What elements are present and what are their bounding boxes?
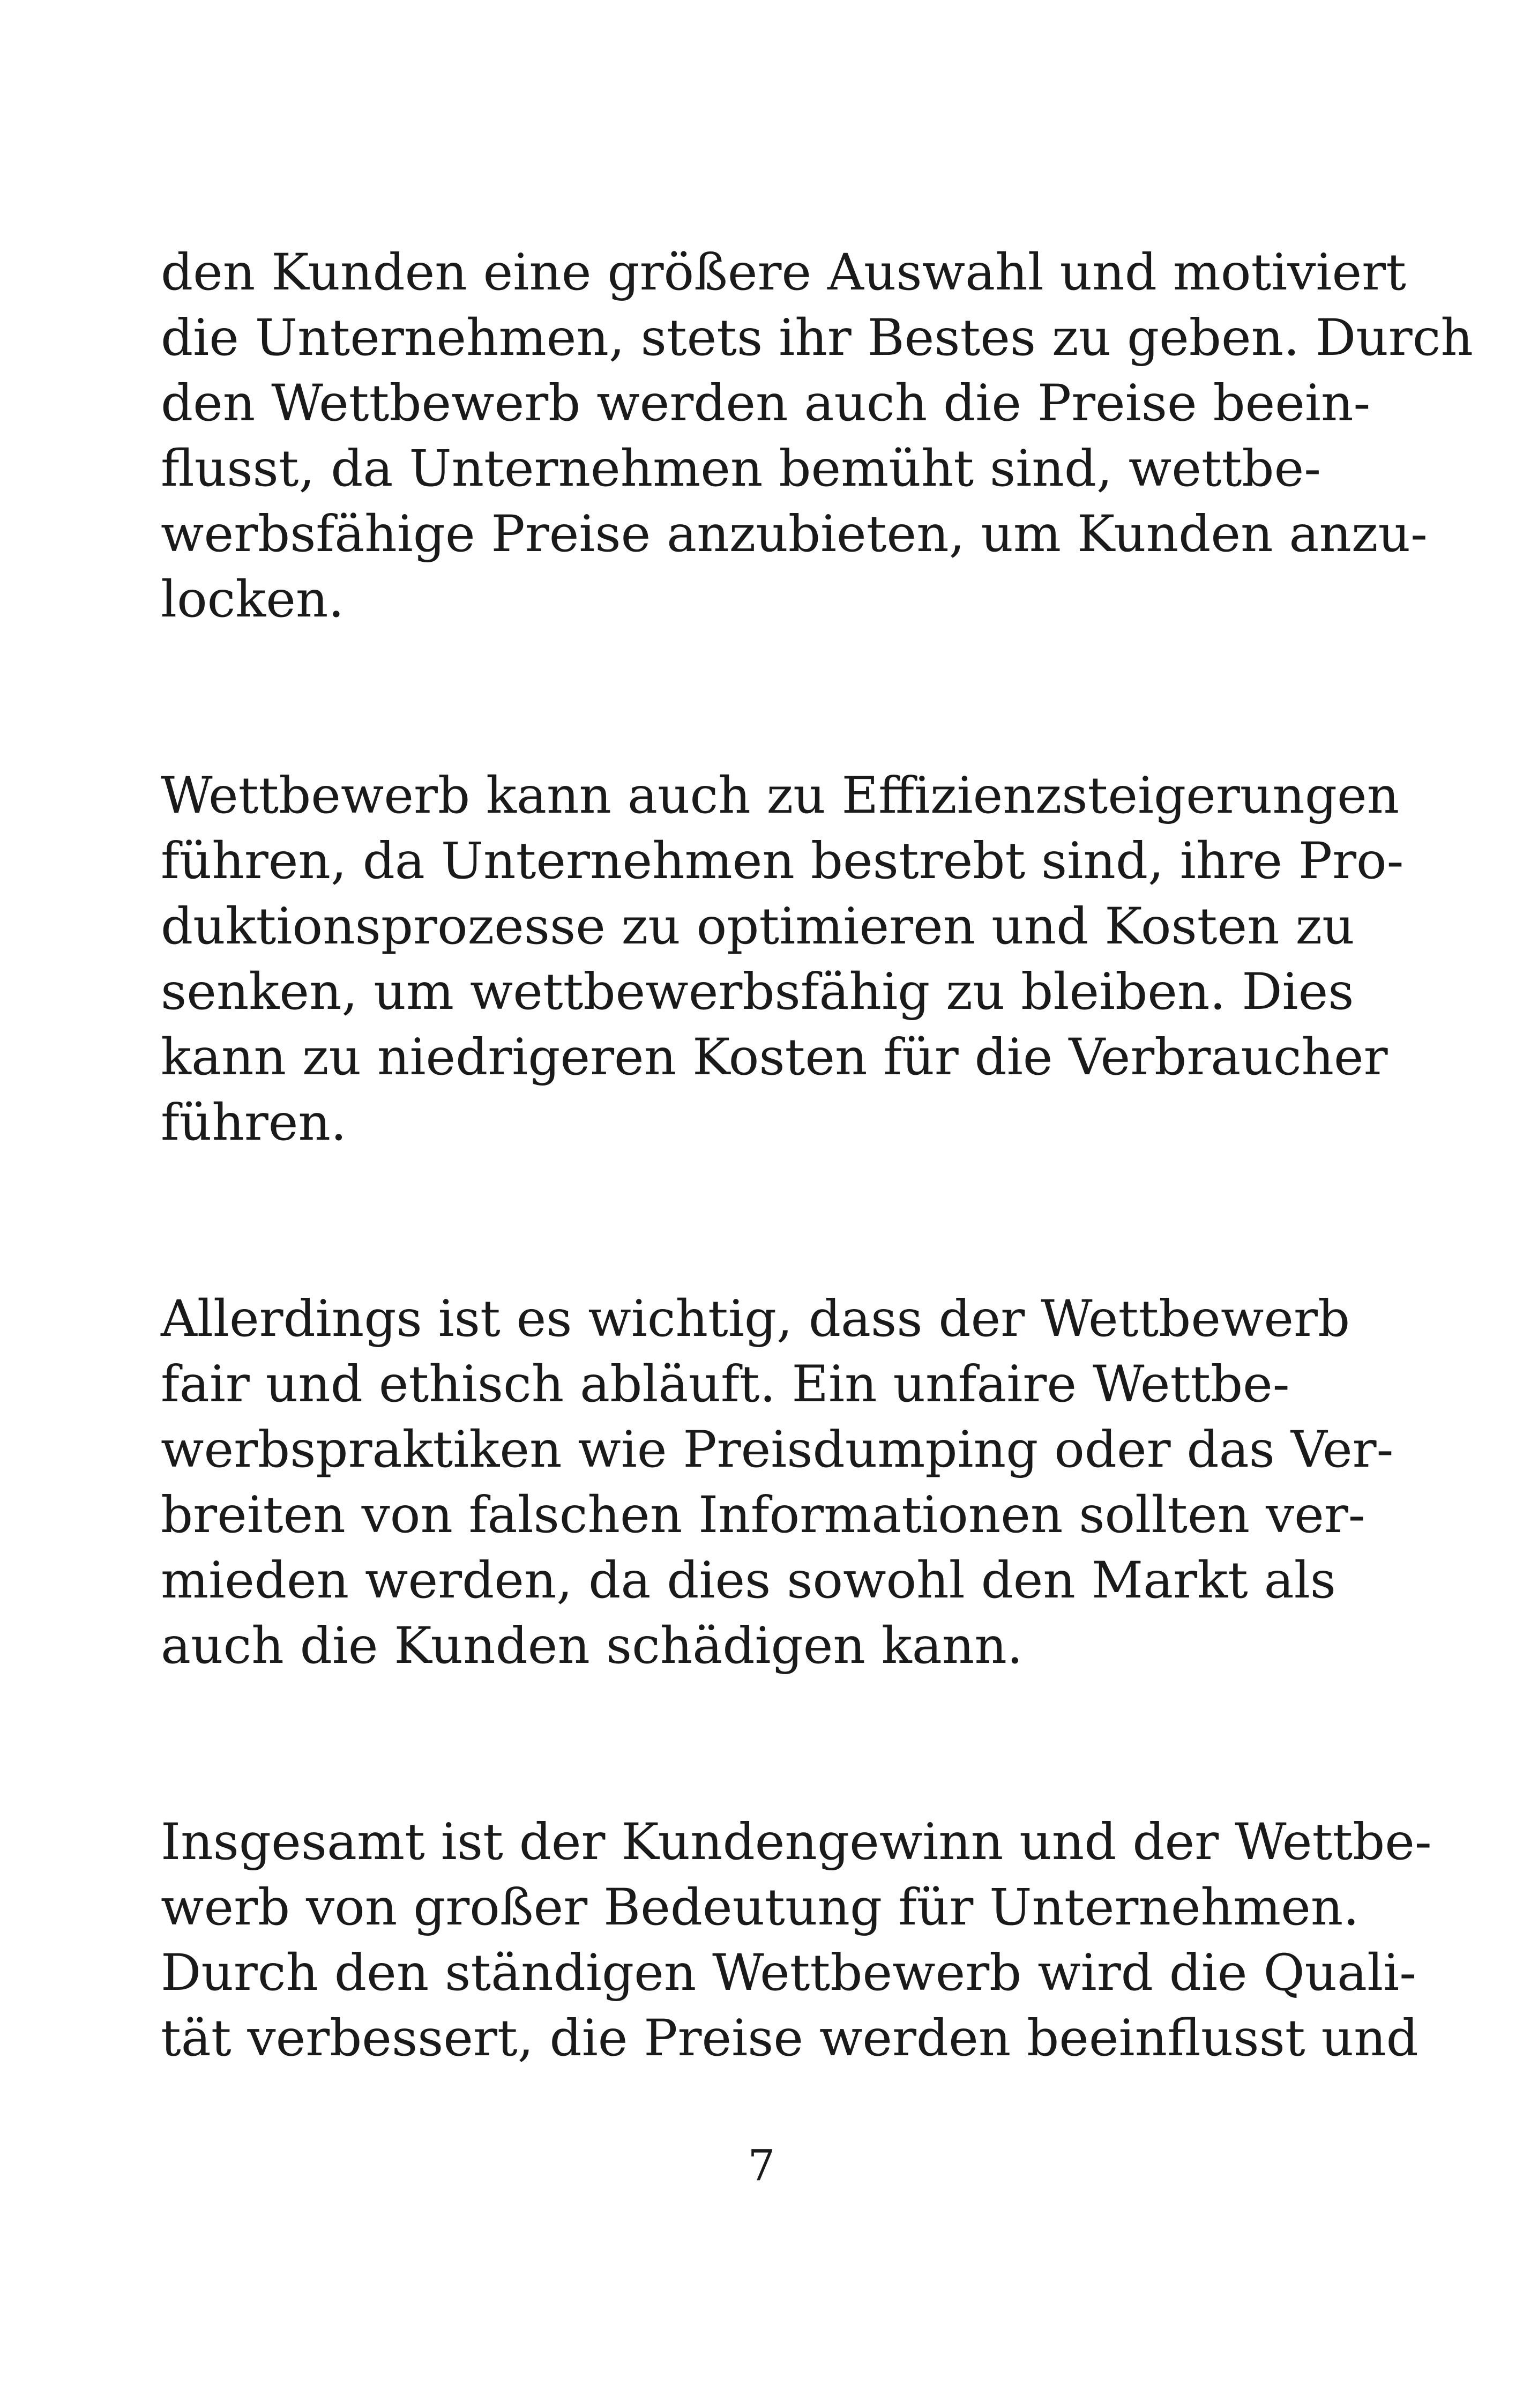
- text-line: mieden werden, da dies sowohl den Markt als: [161, 1551, 1337, 1610]
- paragraph-2: [161, 763, 1404, 1156]
- text-line: tät verbessert, die Preise werden beeinflusst und: [161, 2009, 1419, 2068]
- text-line: fair und ethisch abläuft. Ein unfaire Wettbe-: [161, 1355, 1290, 1414]
- text-line: Durch den ständigen Wettbewerb wird die Quali-: [161, 1944, 1416, 2002]
- page-number: 7: [748, 2141, 775, 2190]
- text-line: Insgesamt ist der Kundengewinn und der Wettbe-: [161, 1813, 1432, 1871]
- paragraph-3: [161, 1287, 1394, 1679]
- text-line: werbspraktiken wie Preisdumping oder das Ver-: [161, 1421, 1394, 1479]
- text-line: kann zu niedrigeren Kosten für die Verbraucher: [161, 1028, 1388, 1087]
- text-line: flusst, da Unternehmen bemüht sind, wettbe-: [161, 440, 1321, 498]
- text-line: die Unternehmen, stets ihr Bestes zu geben. Durch: [161, 309, 1473, 367]
- text-line: den Kunden eine größere Auswahl und motiviert: [161, 243, 1406, 302]
- text-line: den Wettbewerb werden auch die Preise beein-: [161, 374, 1371, 433]
- text-line: locken.: [161, 570, 345, 629]
- paragraph-1: [161, 240, 1473, 633]
- text-line: Allerdings ist es wichtig, dass der Wettbewerb: [161, 1290, 1350, 1348]
- text-line: breiten von falschen Informationen sollten ver-: [161, 1486, 1365, 1544]
- text-line: Wettbewerb kann auch zu Effizienzsteigerungen: [161, 767, 1400, 825]
- text-line: werbsfähige Preise anzubieten, um Kunden anzu-: [161, 505, 1428, 563]
- text-line: werb von großer Bedeutung für Unternehmen.: [161, 1878, 1360, 1937]
- text-line: auch die Kunden schädigen kann.: [161, 1617, 1023, 1675]
- text-line: duktionsprozesse zu optimieren und Kosten zu: [161, 897, 1355, 956]
- text-line: führen, da Unternehmen bestrebt sind, ihre Pro-: [161, 832, 1404, 890]
- paragraph-4: [161, 1810, 1432, 2071]
- text-line: senken, um wettbewerbsfähig zu bleiben. Dies: [161, 963, 1354, 1021]
- text-line: führen.: [161, 1094, 347, 1152]
